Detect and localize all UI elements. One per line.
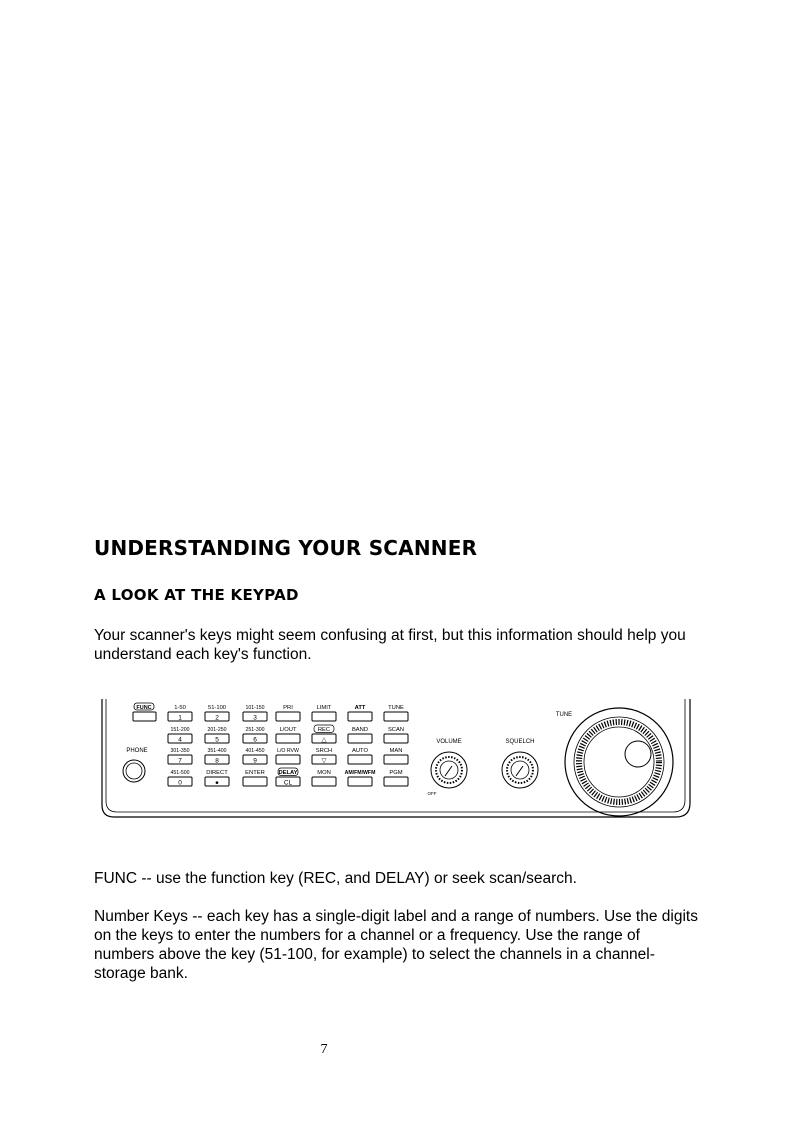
key-label-srch: SRCH <box>315 748 333 754</box>
key-face-label: 8 <box>215 757 219 765</box>
section-subheading: A LOOK AT THE KEYPAD <box>94 586 299 604</box>
key-label-pri: PRI <box>283 705 293 711</box>
key-label-151-200: 151-200 <box>170 727 190 733</box>
key-label-451-500: 451-500 <box>170 770 190 776</box>
key-label-101-150: 101-150 <box>245 705 265 711</box>
key-face-label: ● <box>215 779 219 787</box>
key-face-label: 5 <box>215 736 219 744</box>
panel-outline <box>102 699 690 817</box>
tune-dial-finger-hole <box>625 741 651 767</box>
key-label-man: MAN <box>389 748 403 754</box>
key-label-301-350: 301-350 <box>170 748 190 754</box>
keypad-key-l-out[interactable] <box>276 734 300 743</box>
key-label-delay: DELAY <box>278 770 298 776</box>
keypad-key-man[interactable] <box>384 755 408 764</box>
keypad-key-scan[interactable] <box>384 734 408 743</box>
keypad-illustration <box>96 697 694 821</box>
number-keys-description: Number Keys -- each key has a single-digit label and a range of numbers. Use the digits on the keys to enter the numbers for a channel or a frequency. Use the range of numbers above the key (51-100, for example) to select the channels in a channel-storage bank. <box>94 908 698 982</box>
key-face-label: 0 <box>178 779 182 787</box>
key-label-limit: LIMIT <box>316 705 332 711</box>
key-label-mon: MON <box>317 770 331 776</box>
key-label-direct: DIRECT <box>206 770 228 776</box>
keypad-key-band[interactable] <box>348 734 372 743</box>
key-label-band: BAND <box>351 727 369 733</box>
keypad-key-pri[interactable] <box>276 712 300 721</box>
page-heading: UNDERSTANDING YOUR SCANNER <box>94 536 478 560</box>
intro-paragraph: Your scanner's keys might seem confusing at first, but this information should help you understand each key's function. <box>94 627 686 663</box>
volume-label: VOLUME <box>436 739 462 745</box>
key-label-am-fm-wfm: AM/FM/WFM <box>344 770 376 776</box>
keypad-key-att[interactable] <box>348 712 372 721</box>
keypad-key-enter[interactable] <box>243 777 267 786</box>
keypad-key-pgm[interactable] <box>384 777 408 786</box>
key-grid <box>168 705 408 786</box>
key-face-label: 6 <box>253 736 257 744</box>
func-key-label: FUNC <box>136 705 152 711</box>
keypad-key-auto[interactable] <box>348 755 372 764</box>
keypad-key-limit[interactable] <box>312 712 336 721</box>
key-label-1-50: 1-50 <box>174 705 186 711</box>
key-label-401-450: 401-450 <box>245 748 265 754</box>
func-description: FUNC -- use the function key (REC, and DELAY) or seek scan/search. <box>94 870 577 887</box>
key-label-scan: SCAN <box>387 727 405 733</box>
key-label-351-400: 351-400 <box>207 748 227 754</box>
key-label-pgm: PGM <box>389 770 403 776</box>
key-label-enter: ENTER <box>245 770 265 776</box>
tune-dial-label: TUNE <box>555 712 573 718</box>
key-label-tune: TUNE <box>388 705 404 711</box>
key-label-auto: AUTO <box>352 748 368 754</box>
key-face-label: CL <box>283 779 293 787</box>
squelch-label: SQUELCH <box>505 739 535 745</box>
phone-label: PHONE <box>126 748 148 754</box>
keypad-key-tune[interactable] <box>384 712 408 721</box>
key-label-rec: REC <box>317 727 331 733</box>
key-face-label: 9 <box>253 757 257 765</box>
key-face-label: ▽ <box>321 757 327 765</box>
key-label-251-300: 251-300 <box>245 727 265 733</box>
key-label-l-out: L/OUT <box>279 727 297 733</box>
page-number: 7 <box>320 1042 328 1057</box>
key-label-att: ATT <box>354 705 366 711</box>
key-face-label: △ <box>321 736 327 744</box>
keypad-key-mon[interactable] <box>312 777 336 786</box>
key-label-51-100: 51-100 <box>207 705 227 711</box>
key-face-label: 1 <box>178 714 182 722</box>
key-face-label: 4 <box>178 736 182 744</box>
key-face-label: 7 <box>178 757 182 765</box>
keypad-key-l-o-rvw[interactable] <box>276 755 300 764</box>
key-face-label: 3 <box>253 714 257 722</box>
key-label-l-o-rvw: L/O RVW <box>277 748 299 754</box>
key-face-label: 2 <box>215 714 219 722</box>
key-label-201-250: 201-250 <box>207 727 227 733</box>
func-key[interactable] <box>133 712 156 721</box>
keypad-key-am-fm-wfm[interactable] <box>348 777 372 786</box>
off-label: OFF <box>427 791 437 796</box>
